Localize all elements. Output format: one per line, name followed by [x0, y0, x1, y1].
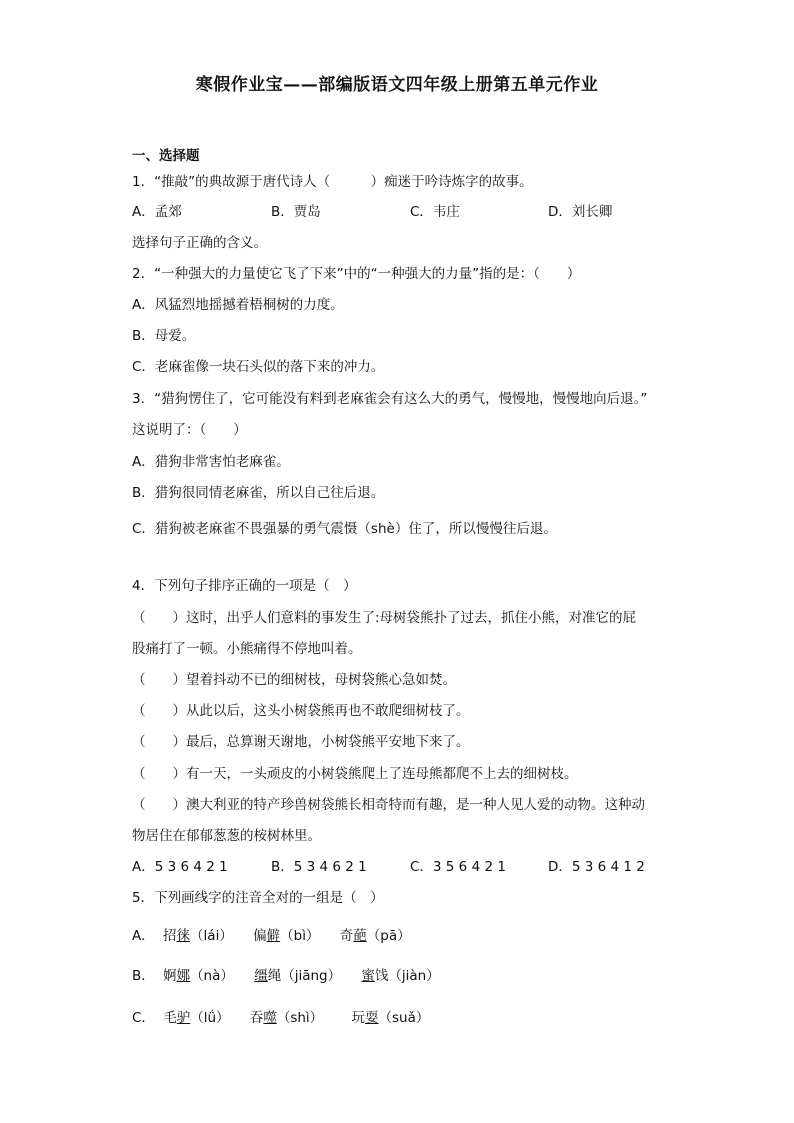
underlined-char: 徕 — [176, 928, 191, 944]
q5-option-b — [132, 967, 440, 985]
pinyin-item: 缰绳（jiāng） — [254, 968, 342, 984]
q4-option-c: C．3 5 6 4 2 1 — [410, 859, 506, 875]
question-2-stem: 2．“一种强大的力量使它飞了下来”中的“一种强大的力量”指的是：（ ） — [132, 266, 581, 282]
pinyin-item: 蜜饯（jiàn） — [361, 968, 440, 984]
q3-option-a: A．猎狗非常害怕老麻雀。 — [132, 454, 290, 470]
question-1-stem: 1．“推敲”的典故源于唐代诗人（ ）痴迷于吟诗炼字的故事。 — [132, 174, 533, 190]
q4-sentence-line: （ ）从此以后，这头小树袋熊再也不敢爬细树枝了。 — [132, 703, 470, 719]
q3-option-b: B．猎狗很同情老麻雀，所以自己往后退。 — [132, 485, 385, 501]
underlined-char: 耍 — [364, 1010, 379, 1026]
underlined-char: 蜜 — [361, 968, 375, 984]
option-label: C． — [132, 1010, 155, 1026]
q5-option-a — [132, 927, 411, 945]
underlined-char: 葩 — [353, 928, 367, 944]
q1-option-d: D．刘长卿 — [548, 204, 613, 220]
pinyin-item: 招徕（lái） — [163, 928, 233, 944]
q4-sentence-line: （ ）最后，总算谢天谢地，小树袋熊平安地下来了。 — [132, 734, 470, 750]
instruction-text: 选择句子正确的含义。 — [132, 235, 267, 251]
option-label: B． — [132, 968, 155, 984]
option-label: A． — [132, 928, 155, 944]
question-5-stem: 5．下列画线字的注音全对的一组是（ ） — [132, 890, 384, 906]
question-3-stem-line1: 3．“猎狗愣住了，它可能没有料到老麻雀会有这么大的勇气，慢慢地，慢慢地向后退。” — [132, 391, 648, 407]
q4-option-d: D．5 3 6 4 1 2 — [548, 859, 645, 875]
q4-option-b: B．5 3 4 6 2 1 — [271, 859, 367, 875]
underlined-char: 娜 — [176, 968, 191, 984]
q1-option-c: C．韦庄 — [410, 204, 460, 220]
q4-sentence-line: 股痛打了一顿。小熊痛得不停地叫着。 — [132, 641, 362, 657]
q5-option-c — [132, 1009, 429, 1027]
q4-sentence-line: （ ）澳大利亚的特产珍兽树袋熊长相奇特而有趣，是一种人见人爱的动物。这种动 — [132, 797, 645, 813]
q4-option-a: A．5 3 6 4 2 1 — [132, 859, 228, 875]
q2-option-a: A．风猛烈地摇撼着梧桐树的力度。 — [132, 297, 344, 313]
q4-sentence-line: （ ）这时，出乎人们意料的事发生了:母树袋熊扑了过去，抓住小熊，对准它的屁 — [132, 610, 637, 626]
q4-sentence-line: （ ）有一天，一头顽皮的小树袋熊爬上了连母熊都爬不上去的细树枝。 — [132, 766, 578, 782]
q4-sentence-line: 物居住在郁郁葱葱的桉树林里。 — [132, 828, 321, 844]
pinyin-item: 毛驴（lǘ） — [163, 1010, 230, 1026]
section-heading: 一、选择题 — [132, 148, 200, 164]
pinyin-item: 吞噬（shì） — [249, 1010, 324, 1026]
question-4-stem: 4．下列句子排序正确的一项是（ ） — [132, 578, 357, 594]
q2-option-b: B．母爱。 — [132, 328, 196, 344]
underlined-char: 噬 — [263, 1010, 277, 1026]
pinyin-item: 婀娜（nà） — [163, 968, 234, 984]
pinyin-item: 偏僻（bì） — [253, 928, 320, 944]
pinyin-item: 奇葩（pā） — [339, 928, 411, 944]
q3-option-c: C．猎狗被老麻雀不畏强暴的勇气震慑（shè）住了，所以慢慢往后退。 — [132, 521, 557, 537]
q1-option-a: A．孟郊 — [132, 204, 182, 220]
question-3-stem-line2: 这说明了：（ ） — [132, 422, 247, 438]
underlined-char: 驴 — [176, 1010, 191, 1026]
underlined-char: 僻 — [266, 928, 281, 944]
q2-option-c: C．老麻雀像一块石头似的落下来的冲力。 — [132, 359, 385, 375]
page-title: 寒假作业宝——部编版语文四年级上册第五单元作业 — [195, 75, 599, 95]
q4-sentence-line: （ ）望着抖动不已的细树枝，母树袋熊心急如焚。 — [132, 672, 456, 688]
underlined-char: 缰 — [254, 968, 268, 984]
q1-option-b: B．贾岛 — [271, 204, 321, 220]
pinyin-item: 玩耍（suǎ） — [351, 1010, 430, 1026]
